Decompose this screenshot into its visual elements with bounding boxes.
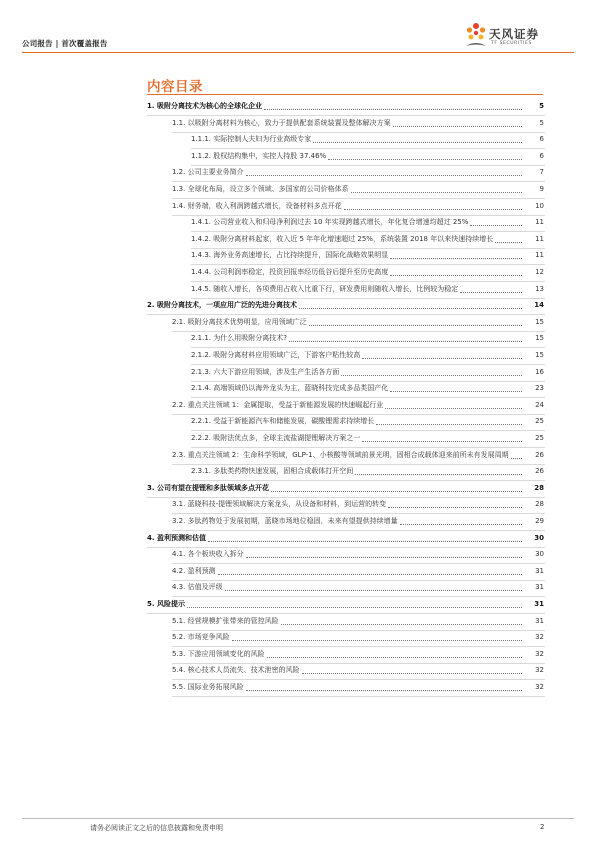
toc-entry-page: 15: [535, 351, 544, 359]
toc-row-rule: [191, 447, 545, 448]
toc-entry-page: 26: [535, 450, 544, 459]
toc-entry-page: 5: [539, 118, 544, 127]
toc-entry-page: 15: [535, 334, 544, 343]
toc-dot-leader: [385, 408, 522, 409]
toc-entry-page: 11: [535, 251, 544, 260]
toc-row-rule: [191, 397, 545, 398]
toc-title: 内容目录: [147, 79, 203, 95]
toc-entry-page: 12: [535, 268, 544, 276]
toc-dot-leader: [264, 109, 522, 110]
toc-entry-title: 2. 吸附分离技术，一项应用广泛的先进分离技术: [147, 301, 297, 310]
toc-row-rule: [191, 364, 545, 365]
toc-entry-page: 11: [535, 218, 544, 227]
toc-entry-title: 1.4.4. 公司利润率稳定，投资回报率经历低谷后提升至历史高度: [191, 268, 389, 276]
toc-entry-page: 31: [535, 566, 544, 575]
toc-row-rule: [191, 480, 545, 481]
toc-dot-leader: [246, 175, 522, 176]
toc-dot-leader: [470, 225, 522, 226]
toc-row-rule: [147, 115, 545, 116]
toc-entry-title: 2.1. 吸附分离技术优势明显，应用领域广泛: [172, 317, 307, 326]
report-type-label: 公司报告 | 首次覆盖报告: [22, 39, 108, 48]
toc-entry-page: 31: [535, 616, 544, 625]
toc-entry-title: 3.2. 多肽药物处于发展初期，蓝晓市场地位稳固，未来有望提供持续增量: [172, 517, 398, 525]
toc-row-rule: [147, 547, 545, 548]
toc-entry-page: 29: [535, 517, 544, 525]
toc-entry-page: 7: [539, 168, 544, 177]
footer-disclaimer: 请务必阅读正文之后的信息披露和免责申明: [90, 824, 223, 832]
toc-row-rule: [147, 314, 545, 315]
toc-entry-title: 1.4. 财务端，收入利润跨越式增长，设备材料多点开花: [172, 201, 342, 210]
toc-entry-title: 1.4.2. 吸附分离材料起家，收入近 5 年年化增速超过 25%，系统装置 2018 年以来快速持续增长: [191, 234, 494, 243]
toc-entry-page: 10: [535, 201, 544, 210]
toc-entry-title: 1.4.3. 海外业务高速增长，占比持续提升，国际化战略效果明显: [191, 251, 389, 260]
toc-entry-page: 26: [535, 467, 544, 476]
toc-row-rule: [172, 132, 545, 133]
toc-dot-leader: [218, 574, 522, 575]
toc-dot-leader: [328, 159, 522, 160]
toc-entry-page: 5: [539, 102, 544, 110]
toc-entry-title: 5.1. 经营规模扩张带来的管控风险: [172, 616, 279, 625]
toc-entry-title: 3. 公司有望在提锂和多肽领域多点开花: [147, 483, 269, 492]
toc-row-rule: [172, 696, 545, 697]
toc-row-rule: [191, 165, 545, 166]
toc-entry-page: 6: [539, 135, 544, 144]
toc-entry-title: 1.2. 公司主要业务简介: [172, 168, 244, 177]
toc-dot-leader: [225, 590, 522, 591]
toc-row-rule: [172, 331, 545, 332]
toc-dot-leader: [362, 441, 522, 442]
toc-entry-page: 28: [534, 483, 544, 492]
toc-entry-title: 5.2. 市场竞争风险: [172, 633, 230, 642]
toc-entry-title: 4.1. 各个板块收入拆分: [172, 550, 244, 559]
toc-entry-title: 2.3.1. 多肽类药物快速发展，固相合成载体打开空间: [191, 467, 354, 476]
toc-entry-page: 32: [535, 633, 544, 642]
toc-row-rule: [191, 430, 545, 431]
toc-dot-leader: [289, 341, 522, 342]
toc-entry-page: 31: [535, 583, 544, 592]
toc-entry-page: 6: [539, 151, 544, 160]
logo-name-cn: 天风证券: [489, 27, 539, 41]
toc-entry-page: 32: [535, 683, 544, 691]
toc-entry-title: 1.1.2. 股权结构集中，实控人持股 37.46%: [191, 151, 327, 160]
toc-dot-leader: [281, 624, 522, 625]
toc-dot-leader: [344, 209, 522, 210]
toc-row-rule: [172, 679, 545, 680]
toc-dot-leader: [313, 142, 522, 143]
toc-entry-title: 1.4.1. 公司营业收入和归母净利润过去 10 年实现跨越式增长，年化复合增速均超过 25%: [191, 218, 469, 227]
toc-entry-page: 24: [535, 400, 544, 409]
toc-row-rule: [172, 630, 545, 631]
toc-row-rule: [172, 646, 545, 647]
toc-dot-leader: [309, 325, 522, 326]
toc-dot-leader: [388, 507, 522, 508]
toc-row-rule: [191, 248, 545, 249]
toc-entry-title: 2.2.2. 吸附法优点多，全球主流盐湖提锂解决方案之一: [191, 434, 361, 442]
toc-dot-leader: [267, 657, 522, 658]
toc-dot-leader: [400, 524, 522, 525]
company-logo: [463, 22, 573, 52]
toc-entry-title: 4.3. 估值及评级: [172, 583, 223, 592]
toc-entry-title: 2.1.3. 六大下游应用领域，涉及生产生活各方面: [191, 367, 340, 376]
toc-row-rule: [172, 513, 545, 514]
toc-entry-title: 2.1.2. 吸附分离材料应用领域广泛，下游客户粘性较高: [191, 351, 361, 359]
toc-dot-leader: [376, 424, 522, 425]
toc-row-rule: [191, 148, 545, 149]
toc-dot-leader: [208, 541, 522, 542]
footer-rule: [22, 818, 574, 819]
toc-dot-leader: [299, 308, 522, 309]
toc-entry-page: 32: [535, 666, 544, 675]
toc-entry-title: 5.3. 下游应用领域变化的风险: [172, 649, 265, 658]
toc-entry-title: 1. 吸附分离技术为核心的全球化企业: [147, 102, 262, 110]
toc-entry[interactable]: [0, 682, 595, 708]
toc-row-rule: [172, 414, 545, 415]
toc-row-rule: [172, 464, 545, 465]
toc-dot-leader: [187, 607, 522, 608]
flower-logo-icon: [463, 22, 489, 50]
toc-dot-leader: [302, 673, 522, 674]
toc-entry-page: 25: [535, 417, 544, 426]
toc-entry-page: 16: [535, 367, 544, 376]
toc-entry-page: 13: [535, 284, 544, 293]
toc-row-rule: [172, 181, 545, 182]
toc-entry-page: 32: [535, 649, 544, 658]
toc-dot-leader: [351, 192, 522, 193]
toc-row-rule: [191, 264, 545, 265]
toc-dot-leader: [246, 557, 522, 558]
toc-dot-leader: [232, 640, 522, 641]
toc-dot-leader: [341, 375, 522, 376]
toc-row-rule: [191, 347, 545, 348]
toc-entry-page: 15: [535, 317, 544, 326]
toc-row-rule: [147, 613, 545, 614]
toc-row-rule: [191, 298, 545, 299]
toc-entry-title: 1.4.5. 随收入增长，各项费用占收入比重下行，研发费用则随收入增长，比例较为稳定: [191, 284, 459, 293]
toc-row-rule: [172, 198, 545, 199]
toc-entry-page: 25: [535, 434, 544, 442]
header-rule: [22, 52, 574, 53]
toc-row-rule: [172, 563, 545, 564]
toc-dot-leader: [460, 292, 522, 293]
toc-row-rule: [172, 215, 545, 216]
logo-name-en: TF SECURITIES: [491, 41, 532, 46]
toc-entry-title: 5.4. 核心技术人员流失、技术泄密的风险: [172, 666, 300, 675]
toc-row-rule: [191, 381, 545, 382]
toc-row-rule: [172, 530, 545, 531]
toc-dot-leader: [271, 491, 522, 492]
toc-entry-page: 28: [535, 500, 544, 509]
toc-dot-leader: [390, 258, 522, 259]
toc-entry-page: 23: [535, 384, 544, 393]
toc-entry-title: 5.5. 国际业务拓展风险: [172, 683, 244, 691]
toc-entry-title: 4. 盈利预测和估值: [147, 533, 206, 542]
toc-entry-title: 2.3. 重点关注领域 2：生命科学领域，GLP-1、小核酸等领域前景光明，固相合成载体迎来前所未有发展周期: [172, 450, 509, 459]
footer-page-number: 2: [540, 823, 545, 831]
toc-row-rule: [172, 580, 545, 581]
toc-entry-title: 2.1.1. 为什么用吸附分离技术?: [191, 334, 287, 343]
toc-entry-title: 5. 风险提示: [147, 600, 185, 608]
toc-entry-title: 2.2. 重点关注领域 1：金属提取，受益于新能源发展的快速崛起行业: [172, 400, 384, 409]
toc-dot-leader: [393, 126, 522, 127]
toc-dot-leader: [495, 242, 522, 243]
toc-entry-title: 3.1. 蓝晓科技-提锂领域解决方案龙头，从设备和材料，到运营的转变: [172, 500, 387, 509]
toc-entry-page: 9: [539, 185, 544, 193]
toc-entry-title: 2.2.1. 受益于新能源汽车和储能发展，碳酸锂需求持续增长: [191, 417, 375, 426]
toc-dot-leader: [246, 690, 522, 691]
toc-dot-leader: [511, 458, 522, 459]
toc-entry-title: 1.1.1. 实际控制人夫妇为行业高级专家: [191, 135, 312, 144]
toc-dot-leader: [390, 391, 522, 392]
toc-row-rule: [172, 663, 545, 664]
toc-entry-page: 31: [534, 600, 544, 608]
toc-entry-title: 1.3. 全球化布局，设立多个领域、多国家的公司价格体系: [172, 185, 349, 193]
toc-row-rule: [147, 497, 545, 498]
toc-title-rule: [147, 94, 543, 95]
toc-row-rule: [172, 596, 545, 597]
toc-dot-leader: [355, 474, 522, 475]
toc-entry-title: 1.1. 以吸附分离材料为核心，致力于提供配套系统装置及整体解决方案: [172, 118, 391, 127]
toc-entry-page: 30: [535, 550, 544, 559]
toc-row-rule: [191, 281, 545, 282]
toc-row-rule: [191, 231, 545, 232]
toc-entry-title: 4.2. 盈利预测: [172, 566, 216, 575]
toc-dot-leader: [362, 358, 522, 359]
toc-dot-leader: [390, 275, 522, 276]
toc-entry-title: 2.1.4. 高端领域仍以海外龙头为主，蓝晓科技完成多品类国产化: [191, 384, 389, 393]
toc-entry-page: 30: [534, 533, 544, 542]
toc-entry-page: 14: [534, 301, 544, 310]
toc-entry-page: 11: [535, 234, 544, 243]
